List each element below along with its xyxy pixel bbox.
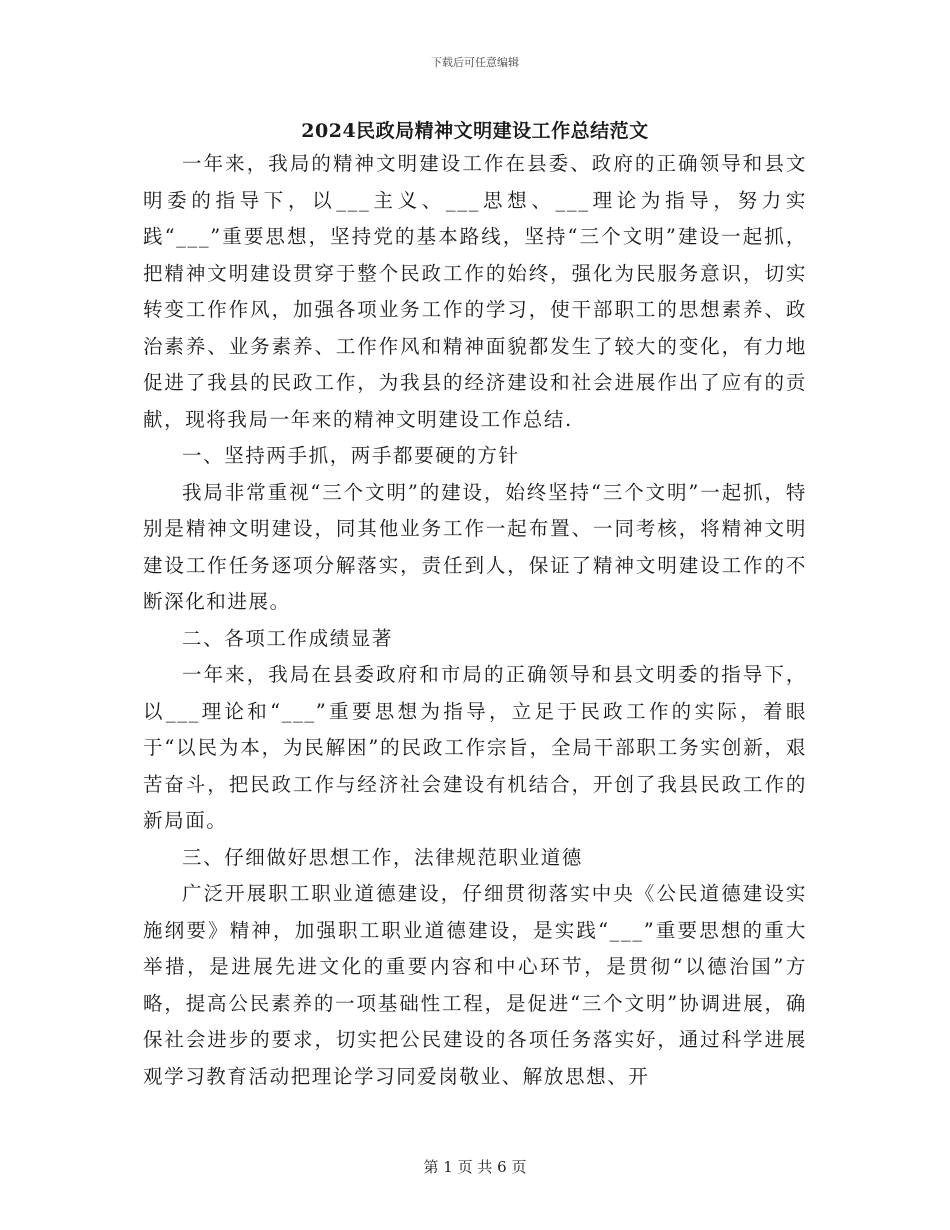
paragraph-section-1: 我局非常重视“三个文明”的建设，始终坚持“三个文明”一起抓，特别是精神文明建设，同其他业务工作一起布置、一同考核，将精神文明建设工作任务逐项分解落实，责任到人，保证了精神文明建设工作的不断深化和进展。: [143, 480, 807, 613]
paragraph-section-2: 一年来，我局在县委政府和市局的正确领导和县文明委的指导下，以___理论和“___”重要思想为指导，立足于民政工作的实际，着眼于“以民为本，为民解困”的民政工作宗旨，全局干部职工务实创新，艰苦奋斗，把民政工作与经济社会建设有机结合，开创了我县民政工作的新局面。: [143, 663, 807, 832]
section-heading-1: 一、坚持两手抓，两手都要硬的方针: [182, 444, 520, 467]
section-heading-3: 三、仔细做好思想工作，法律规范职业道德: [182, 845, 583, 869]
document-body: [143, 146, 807, 1095]
document-title: 2024民政局精神文明建设工作总结范文: [301, 120, 649, 142]
page-footer: 第 1 页 共 6 页: [423, 1158, 527, 1176]
section-heading-2: 二、各项工作成绩显著: [182, 626, 394, 650]
paragraph-section-3: 广泛开展职工职业道德建设，仔细贯彻落实中央《公民道德建设实施纲要》精神，加强职工职业道德建设，是实践“___”重要思想的重大举措，是进展先进文化的重要内容和中心环节，是贯彻“以德治国”方略，提高公民素养的一项基础性工程，是促进“三个文明”协调进展，确保社会进步的要求，切实把公民建设的各项任务落实好，通过科学进展观学习教育活动把理论学习同爱岗敬业、解放思想、开: [143, 882, 807, 1088]
header-note: 下载后可任意编辑: [431, 56, 519, 69]
paragraph-intro: 一年来，我局的精神文明建设工作在县委、政府的正确领导和县文明委的指导下，以___主义、___思想、___理论为指导，努力实践“___”重要思想，坚持党的基本路线，坚持“三个文明”建设一起抓，把精神文明建设贯穿于整个民政工作的始终，强化为民服务意识，切实转变工作作风，加强各项业务工作的学习，使干部职工的思想素养、政治素养、业务素养、工作作风和精神面貌都发生了较大的变化，有力地促进了我县的民政工作，为我县的经济建设和社会进展作出了应有的贡献，现将我局一年来的精神文明建设工作总结.: [143, 152, 807, 431]
